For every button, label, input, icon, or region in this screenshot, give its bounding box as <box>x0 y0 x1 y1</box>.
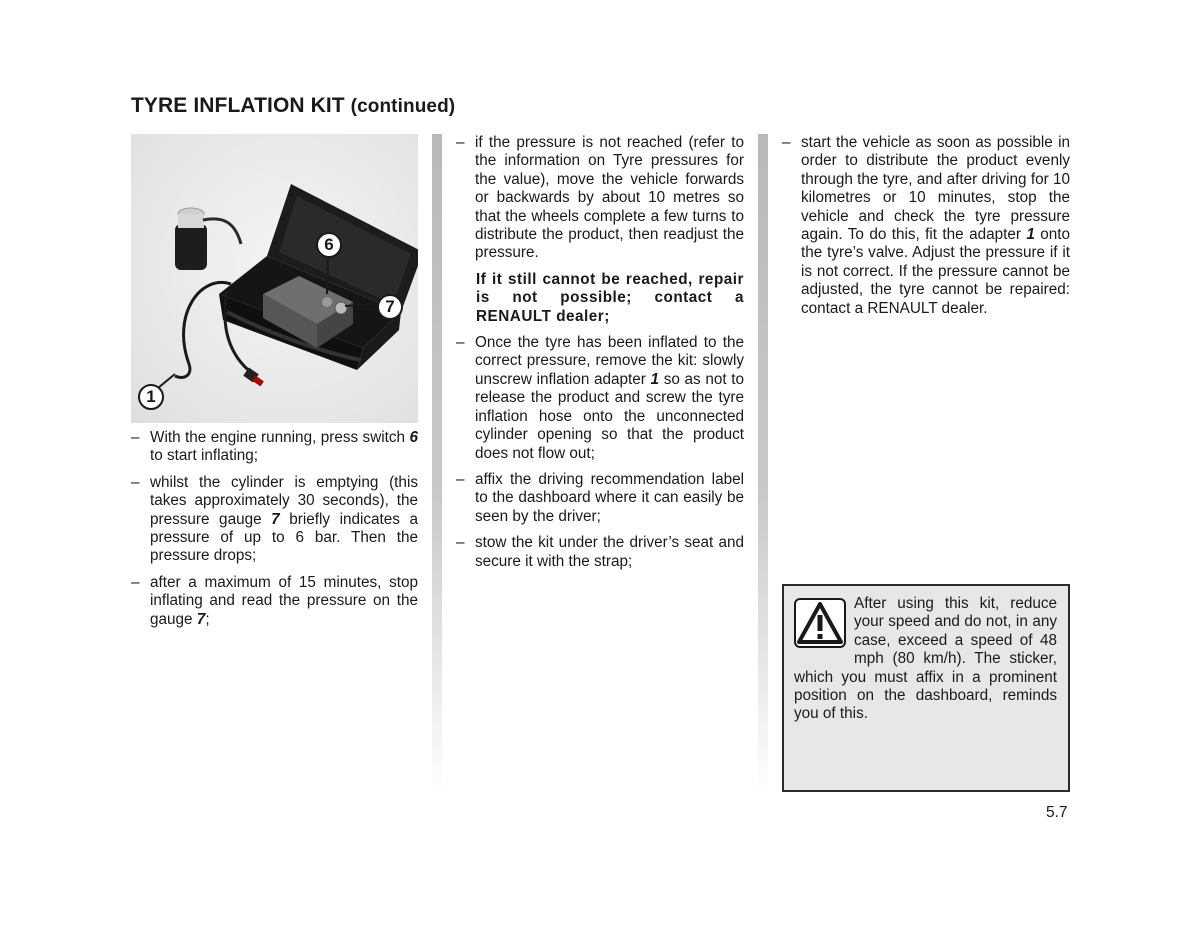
instruction-item: – whilst the cylinder is emptying (this takes approximately 30 seconds), the pressure gauge 7 briefly indicates a pressure of up to 6 bar. Then the pressure drops; <box>131 473 418 565</box>
callout-7: 7 <box>377 294 403 320</box>
column-1 <box>131 134 418 637</box>
tyre-kit-photo <box>131 134 418 423</box>
column-separator <box>432 134 442 794</box>
title-main: TYRE INFLATION KIT <box>131 94 345 117</box>
instruction-item: – Once the tyre has been inflated to the correct pressure, remove the kit: slowly unscrew inflation adapter 1 so as not to release the product and screw the tyre inflation hose onto the unconnected cylinder opening so that the product does not flow out; <box>456 334 744 462</box>
instruction-item: – affix the driving recommendation label to the dashboard where it can easily be seen by the driver; <box>456 470 744 525</box>
repair-not-possible-note: If it still cannot be reached, repair is not possible; contact a RENAULT dealer; <box>476 270 744 325</box>
instruction-item: – start the vehicle as soon as possible in order to distribute the product evenly through the tyre, and after driving for 10 kilometres or 10 minutes, stop the vehicle and check the tyre pressure again. To do this, fit the adapter 1 onto the tyre’s valve. Adjust the pressure if it is not correct. If the pressure cannot be adjusted, the tyre cannot be repaired: contact a RENAULT dealer. <box>782 134 1070 317</box>
instruction-item: – after a maximum of 15 minutes, stop inflating and read the pressure on the gauge 7; <box>131 573 418 628</box>
page-number: 5.7 <box>1046 804 1068 821</box>
tyre-kit-illustration <box>131 134 418 423</box>
instruction-item: – With the engine running, press switch 6 to start inflating; <box>131 429 418 465</box>
column-separator <box>758 134 768 794</box>
instruction-item: – if the pressure is not reached (refer to the information on Tyre pressures for the value), move the vehicle forwards or backwards by about 10 metres so that the wheels complete a few turns to distribute the product, then readjust the pressure. <box>456 134 744 262</box>
instruction-item: – stow the kit under the driver’s seat and secure it with the strap; <box>456 534 744 570</box>
page-title <box>131 94 455 118</box>
warning-text: After using this kit, reduce your speed and do not, in any case, exceed a speed of 48 mph (80 km/h). The sticker, which you must affix in a prominent position on the dashboard, reminds you of this. <box>794 595 1057 723</box>
title-suffix: (continued) <box>350 96 456 117</box>
warning-box <box>782 584 1070 792</box>
column-2 <box>456 134 744 579</box>
column-3 <box>782 134 1070 326</box>
callout-1: 1 <box>138 384 164 410</box>
callout-6: 6 <box>316 232 342 258</box>
